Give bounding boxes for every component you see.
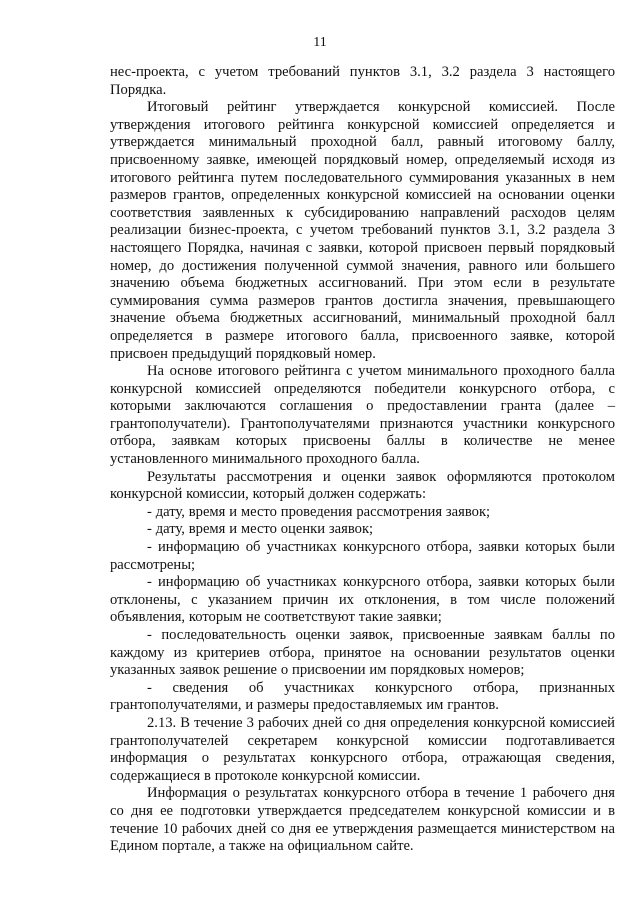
paragraph: - информацию об участниках конкурсного отбора, заявки которых были отклонены, с указанием причин их отклонения, в том числе положений объявления, которым не соответствуют такие заявки; [110, 574, 615, 626]
paragraph: - дату, время и место проведения рассмотрения заявок; [147, 503, 491, 520]
paragraph: Информация о результатах конкурсного отбора в течение 1 рабочего дня со дня ее подготовки утверждается председателем конкурсной комиссии и в течение 10 рабочих дней со дня ее утверждения размещается министерством на Едином портале, а также на официальном сайте. [110, 785, 615, 855]
document-body [110, 64, 615, 856]
paragraph: 2.13. В течение 3 рабочих дней со дня определения конкурсной комиссией грантополучателей секретарем конкурсной комиссии подготавливается информация о результатах конкурсного отбора, отражающая сведения, содержащиеся в протоколе конкурсной комиссии. [110, 714, 615, 784]
paragraph: Результаты рассмотрения и оценки заявок оформляются протоколом конкурсной комиссии, который должен содержать: [110, 468, 615, 503]
paragraph: - информацию об участниках конкурсного отбора, заявки которых были рассмотрены; [110, 539, 615, 573]
paragraph: Итоговый рейтинг утверждается конкурсной комиссией. После утверждения итогового рейтинга конкурсной комиссией определяется и утверждается минимальный проходной балл, равный итоговому баллу, присвоенному заявке, имеющей порядковый номер, определяемый исходя из итогового рейтинга путем последовательного суммирования указанных в нем размеров грантов, определенных конкурсной комиссией на основании оценки соответствия заявленных к субсидированию направлений расходов целям реализации бизнес-проекта, с учетом требований пунктов 3.1, 3.2 раздела 3 настоящего Порядка, начиная с заявки, которой присвоен первый порядковый номер, до достижения полученной суммой значения, равного или большего значению объема бюджетных ассигнований. При этом если в результате суммирования сумма размеров грантов достигла значения, превышающего значение объема бюджетных ассигнований, минимальный проходной балл определяется в размере итогового балла, присвоенного заявке, которой присвоен предыдущий порядковый номер. [110, 99, 615, 362]
page-number: 11 [313, 35, 327, 50]
paragraph: нес-проекта, с учетом требований пунктов 3.1, 3.2 раздела 3 настоящего Порядка. [110, 64, 615, 98]
paragraph: - сведения об участниках конкурсного отбора, признанных грантополучателями, и размеры предоставляемых им грантов. [110, 679, 615, 714]
paragraph: - дату, время и место оценки заявок; [147, 521, 374, 538]
paragraph: - последовательность оценки заявок, присвоенные заявкам баллы по каждому из критериев отбора, принятое на основании результатов оценки указанных заявок решение о присвоении им порядковых номеров; [110, 627, 615, 679]
paragraph: На основе итогового рейтинга с учетом минимального проходного балла конкурсной комиссией определяются победители конкурсного отбора, с которыми заключаются соглашения о предоставлении гранта (далее – грантополучатели). Грантополучателями признаются участники конкурсного отбора, заявкам которых присвоены баллы в количестве не менее установленного минимального проходного балла. [110, 363, 615, 468]
